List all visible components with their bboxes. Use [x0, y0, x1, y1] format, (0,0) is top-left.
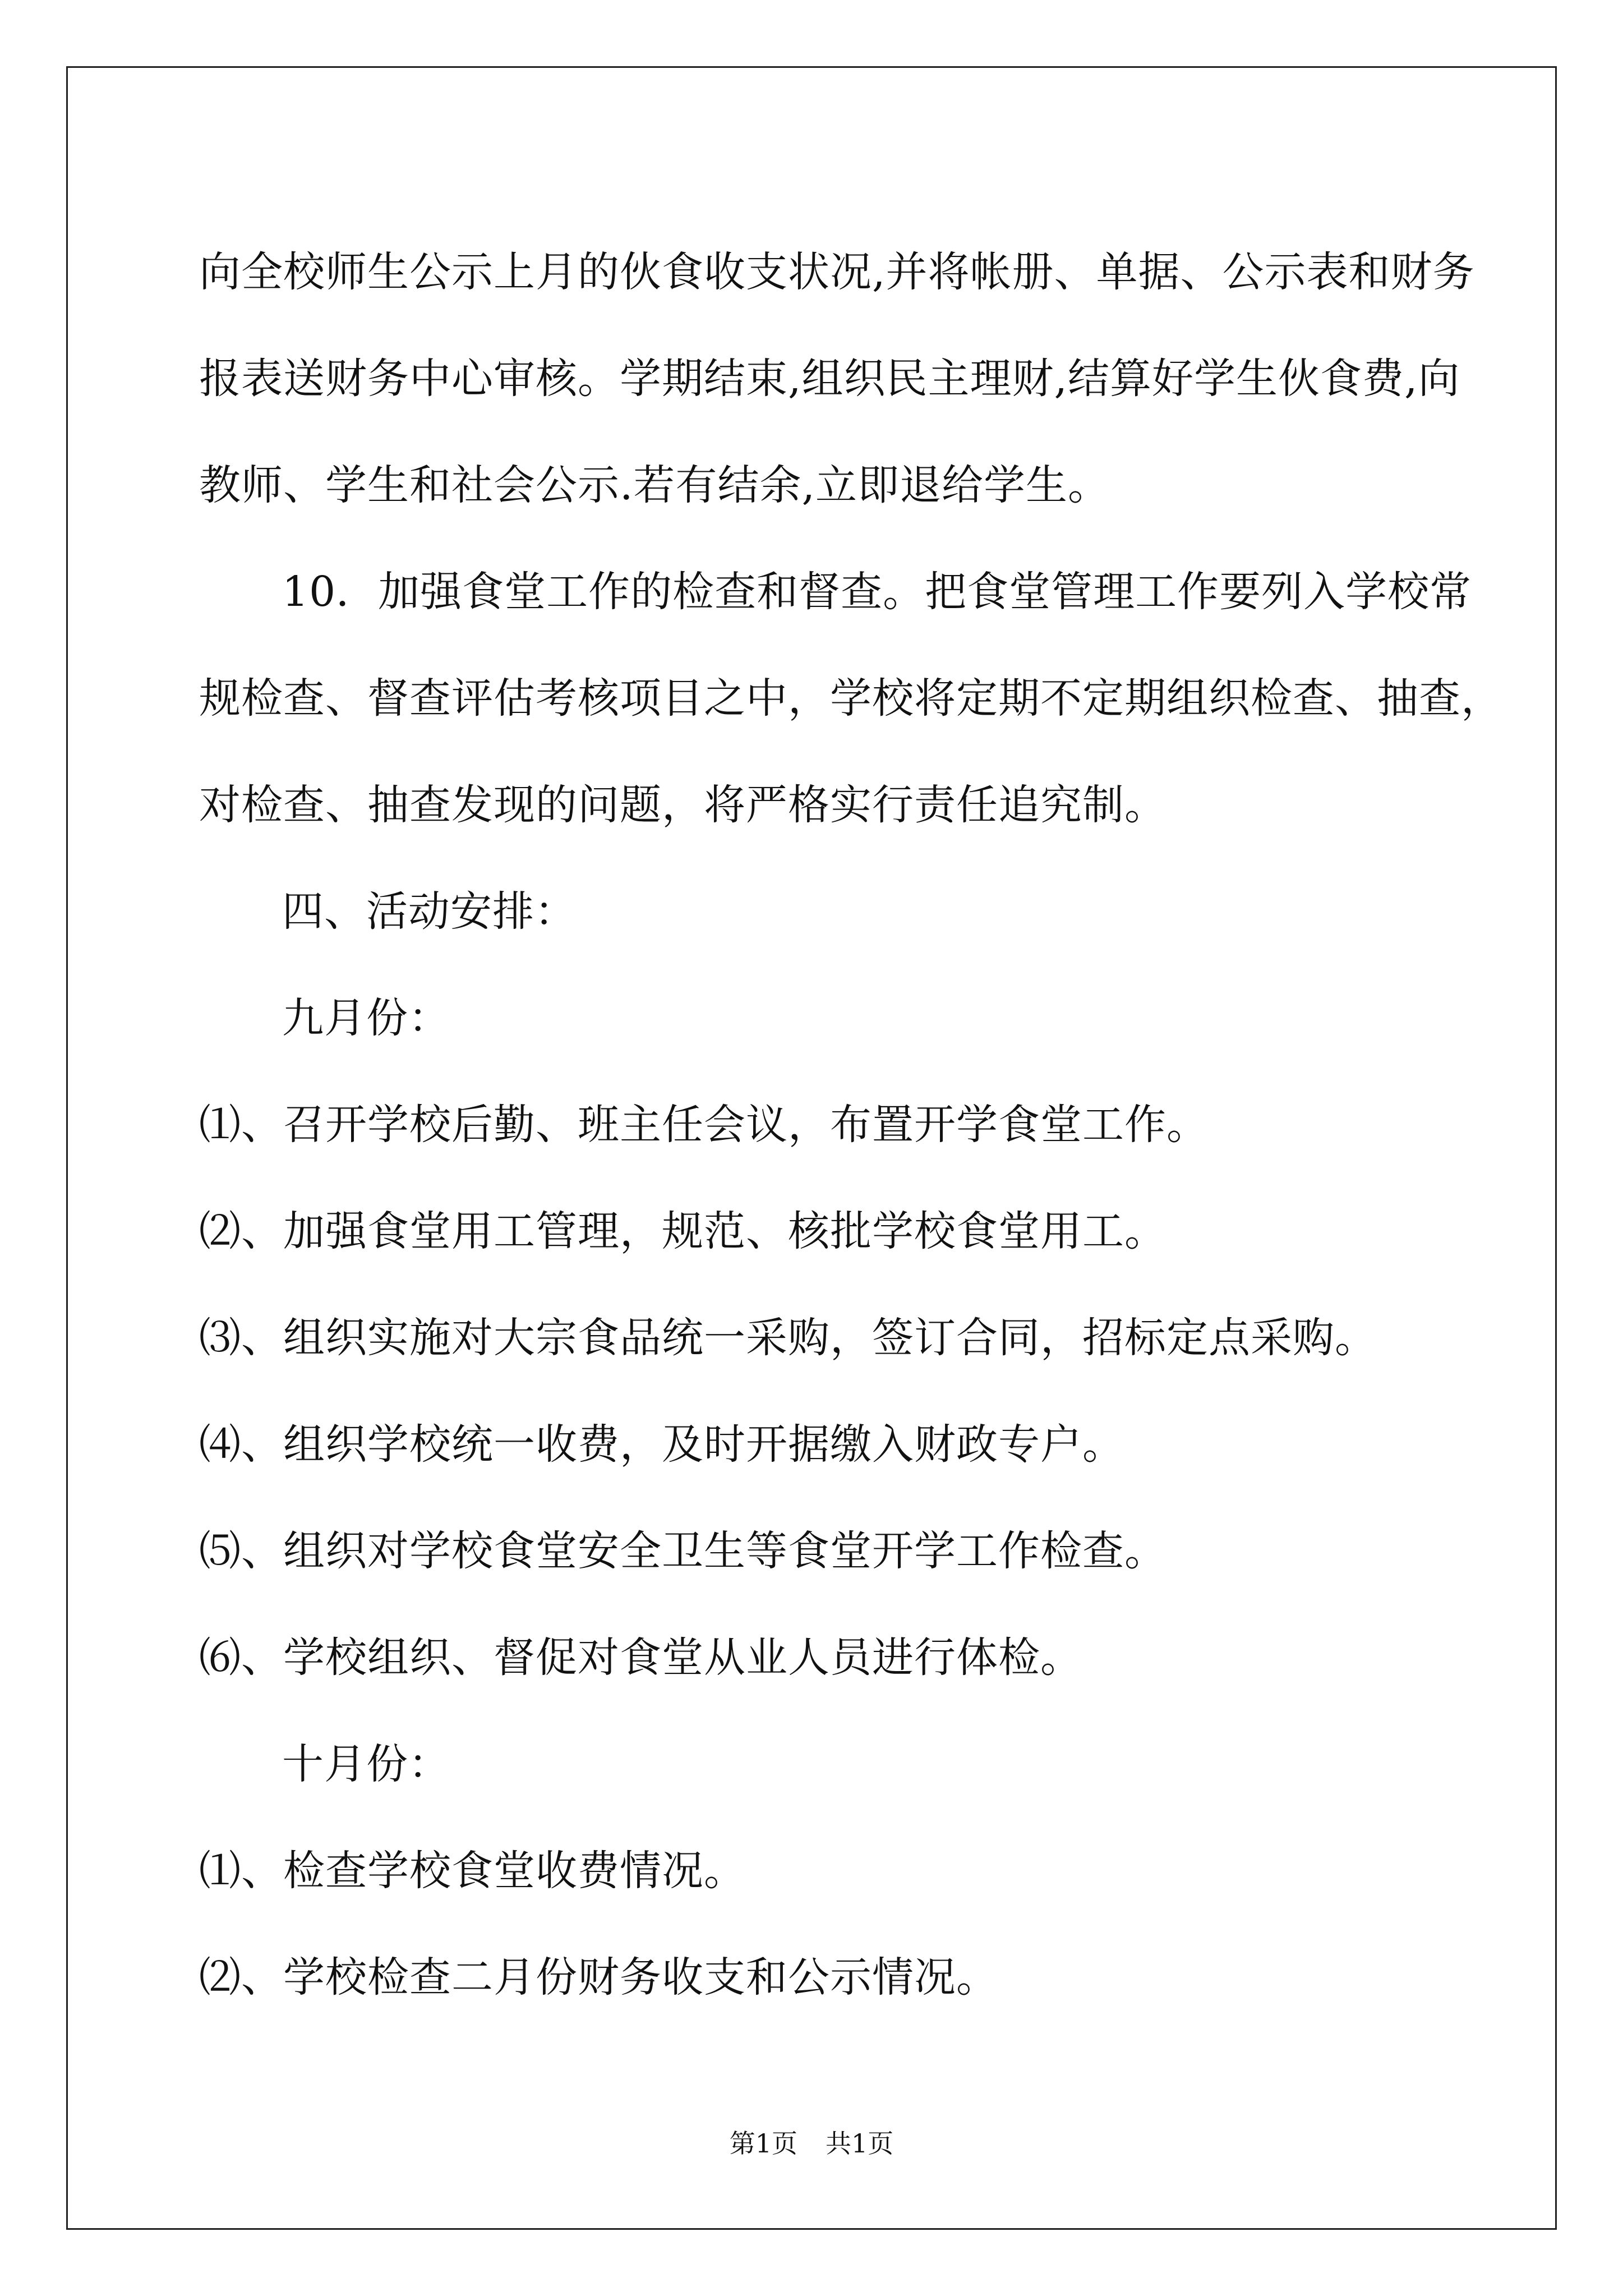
paragraph-line: 报表送财务中心审核。学期结束,组织民主理财,结算好学生伙食费,向: [199, 355, 1460, 403]
paragraph-line: 向全校师生公示上月的伙食收支状况,并将帐册、单据、公示表和财务: [199, 248, 1475, 296]
list-item: ⑶、组织实施对大宗食品统一采购，签订合同，招标定点采购。: [199, 1314, 1377, 1362]
paragraph-line: 教师、学生和社会公示.若有结余,立即退给学生。: [199, 461, 1110, 509]
month-heading: 十月份：: [282, 1740, 450, 1788]
page-total: 共1页: [826, 2128, 894, 2159]
list-item: ⑷、组织学校统一收费，及时开据缴入财政专户。: [199, 1420, 1124, 1469]
month-heading: 九月份：: [282, 994, 450, 1042]
list-item: ⑵、加强食堂用工管理，规范、核批学校食堂用工。: [199, 1207, 1166, 1255]
page-footer: [0, 2123, 1623, 2160]
list-item: ⑹、学校组织、督促对食堂从业人员进行体检。: [199, 1634, 1082, 1682]
section-heading: 四、活动安排：: [282, 887, 577, 936]
list-item: ⑴、检查学校食堂收费情况。: [199, 1847, 746, 1895]
paragraph-line: 对检查、抽查发现的问题，将严格实行责任追究制。: [199, 781, 1166, 829]
list-item: ⑴、召开学校后勤、班主任会议，布置开学食堂工作。: [199, 1101, 1209, 1149]
list-item: ⑵、学校检查二月份财务收支和公示情况。: [199, 1953, 998, 2001]
document-body: [199, 219, 1503, 2031]
paragraph-line: 规检查、督查评估考核项目之中，学校将定期不定期组织检查、抽查，: [199, 674, 1503, 723]
page-number: 第1页: [729, 2128, 797, 2159]
paragraph-line: 10．加强食堂工作的检查和督查。把食堂管理工作要列入学校常: [282, 568, 1472, 616]
list-item: ⑸、组织对学校食堂安全卫生等食堂开学工作检查。: [199, 1527, 1166, 1575]
